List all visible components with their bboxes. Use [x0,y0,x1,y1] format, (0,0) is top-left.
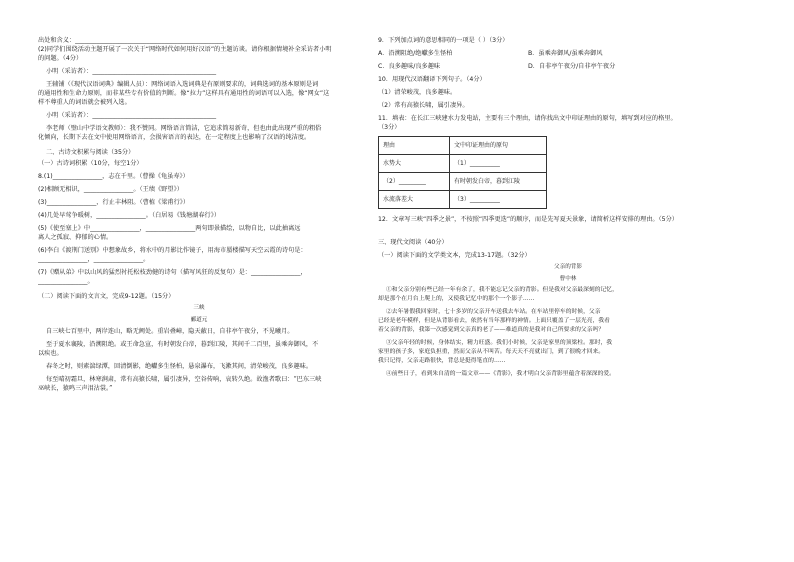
right-column [378,36,758,379]
passage-title: 父亲的背影 [554,264,582,270]
section-2-heading: 二、古诗文积累与阅读（35分） [46,149,135,156]
q8-item-6: (6)李白《渡荆门送别》中想象故乡，将水中的月影比作镜子，用海市蜃楼描写天空云霞的诗句是： [38,247,307,254]
interview-question-intro: (2)同学们围绕活动主题开展了一次关于“网络时代如何用好汉语”的主题访谈。请你根据情境补全采访者小明 [38,46,332,53]
teacher-answer-1: 李老师（璧山中学语文教师）：我不赞同。网络语言简洁，它追求简易新奇，但也由此出现严重的粗俗 [46,125,322,132]
table-header-evidence: 文中印证理由的原句 [450,137,547,155]
section-3a-heading: （一）阅读下面的文学类文本，完成13-17题。（32分） [378,252,531,259]
q9-stem: 9．下列加点词的意思相同的一项是（ ）（3分） [378,37,509,44]
section-3-heading: 三、现代文阅读（40分） [378,239,448,246]
q8-item-3: (3)________________，行止丰林阻。（曹植《梁甫行》） [38,199,190,206]
q12-stem: 12．文章写三峡“四季之景”，不按照“四季更迭”的顺序，而是先写夏天景象，请简析这样安排的理由。（5分） [378,216,678,223]
q8-item-2: (2)相顾无相识，________________。（王绩《野望》） [38,186,183,193]
table-cell: 水流落差大 [379,191,450,209]
q9-options-row-1 [378,49,758,58]
passage-paragraph-1-cont: 却是那个在月台上爬上的，又使我记忆中的那个一个影子…… [378,296,535,302]
q8-item-7-blanks: ________________。 [38,278,94,285]
section-2b-heading: （二）阅读下面的文言文，完成9-12题。（15分） [38,293,175,300]
text-paragraph-4-cont: 巫峡长，猿鸣三声泪沾裳。” [38,385,113,392]
text-paragraph-3: 春冬之时，则素湍绿潭，回清倒影，绝巘多生怪柏，悬泉瀑布，飞漱其间，清荣峻茂，良多趣味。 [46,363,313,370]
q9-option-c: C．良多趣味/良多趣味 [378,63,441,70]
source-meaning-line: 出处和含义：________________________________________________ [38,37,224,44]
q8-item-5: (5)《使至塞上》中________________，________________两句即景描绘，以物自比，以此抽离远 [38,225,301,232]
q8-item-1: 8.(1)________________，志在千里。（曹操《龟虽寿》） [38,173,189,180]
editor-answer-3: 样不尊重人的词语就会被列入选。 [38,99,131,106]
passage-paragraph-3: ③父亲年轻的时候，身体结实，精力旺盛。我们小时候，父亲是家里的顶梁柱。那时，我 [386,340,613,346]
editor-answer-2: 的通用性和生命力原则，而非某些专有价值的判断。像“拉力”这样具有通用性的词语可以入选，像“网女”这 [38,90,330,97]
editor-answer-1: 王辅铺（《现代汉语词典》编辑人员）：网络词语入选词典是有原则要求的，词典选词的基本原则是词 [46,81,319,88]
q8-item-6-blanks: ________________，________________。 [38,256,150,263]
passage-paragraph-3-cont-2: 我只记得，父亲走路很快，背总是挺得笔直的…… [378,358,506,364]
passage-paragraph-2-cont-1: 已经是老年模样，但是从背影看去，依然有当年那样的神情。上面只覆盖了一层光亮，我看 [378,318,610,324]
section-2a-heading: （一）古诗词积累（10分，每空1分） [38,160,143,167]
passage-paragraph-2-cont-2: 着父亲的背影，我第一次感觉到父亲真的老了——难道真的是我对自己所要求的父亲吗？ [378,327,605,333]
q11-score: （3分） [378,124,401,131]
text-paragraph-2: 至于夏水襄陵，沿溯阻绝。或王命急宣，有时朝发白帝，暮到江陵，其间千二百里，虽乘奔御风，不 [46,341,319,348]
q11-stem: 11．填表：在长江三峡建水力发电站，主要有三个理由，请你找出文中印证理由的原句，填写到对应的格里。 [378,115,677,122]
passage-author: 曹中林 [559,276,577,282]
q10-stem: 10．用现代汉语翻译下列句子。（4分） [378,76,486,83]
passage-paragraph-1: ①和父亲分别有些已经一年有余了，我不能忘记父亲的背影。但是我对父亲最深刻的记忆， [386,287,618,293]
q9-option-a: A．沿溯阻绝/绝巘多生怪柏 [378,50,453,57]
left-column [38,36,360,393]
table-header-reason: 理由 [379,137,450,155]
table-header-row [379,137,547,155]
text-title: 三峡 [193,305,205,311]
passage-paragraph-4: ④前些日子，看到朱自清的一篇文章——《背影》，我才明白父亲背影里蕴含着深深的爱。 [386,371,615,377]
table-row [379,155,547,173]
table-cell: 水势大 [379,155,450,173]
text-paragraph-1: 自三峡七百里中，两岸连山，略无阙处。重岩叠嶂，隐天蔽日，自非亭午夜分，不见曦月。 [46,328,294,335]
q8-item-4: (4)几处早莺争暖树，________________。（白居易《钱塘湖春行》） [38,212,221,219]
table-row [379,191,547,209]
q9-options-row-2 [378,62,758,71]
table-cell-blank[interactable]: （3）__________ [450,191,547,209]
table-cell-blank[interactable]: （1）__________ [450,155,547,173]
interviewer-line-1: 小明（采访者）：________________________________________ [46,68,217,75]
q8-item-5-cont: 离人之孤寂、抑郁的心情。 [38,234,113,241]
table-cell-blank[interactable]: （2）_________ [379,173,450,191]
text-paragraph-4: 每至晴初霜旦，林寒涧肃，常有高猿长啸，属引凄异，空谷传响，哀转久绝。故渔者歌曰：“巴东三峡 [46,376,322,383]
text-author: 郦道元 [190,317,208,323]
reason-table [378,136,547,209]
text-paragraph-2-cont: 以疾也。 [38,350,63,357]
table-row [379,173,547,191]
interviewer-line-2: 小明（采访者）：________________________________________ [46,112,217,119]
q10-item-1: （1）清荣峻茂，良多趣味。 [378,89,457,96]
passage-paragraph-3-cont-1: 家里的孩子多，家庭负担重，然而父亲从不叫苦。每天天不亮就出门，到了很晚才回来。 [378,349,605,355]
q8-item-7: (7)《赠从弟》中以山风的猛烈衬托松枝劲健的诗句（描写风狂的反复句）是：________________， [38,269,307,276]
passage-paragraph-2: ②去年暑假我回家时，七十多岁的父亲开车送我去车站。在车站里停车的时候，父亲 [386,309,601,315]
table-cell: 有时朝发白帝，暮到江陵 [450,173,547,191]
q9-option-b: B．虽乘奔御风/虽乘奔御风 [528,50,603,57]
q9-option-d: D．自非亭午夜分/自非亭午夜分 [528,63,616,70]
q10-item-2: （2）常有高猿长啸，属引凄异。 [378,102,469,109]
teacher-answer-2: 化倾向，长期下去在文中使用网络语言，会损害语言的表达，在一定程度上也影响了汉语的纯洁度。 [38,134,311,141]
interview-question-score: 的问题。（4分） [38,55,83,62]
